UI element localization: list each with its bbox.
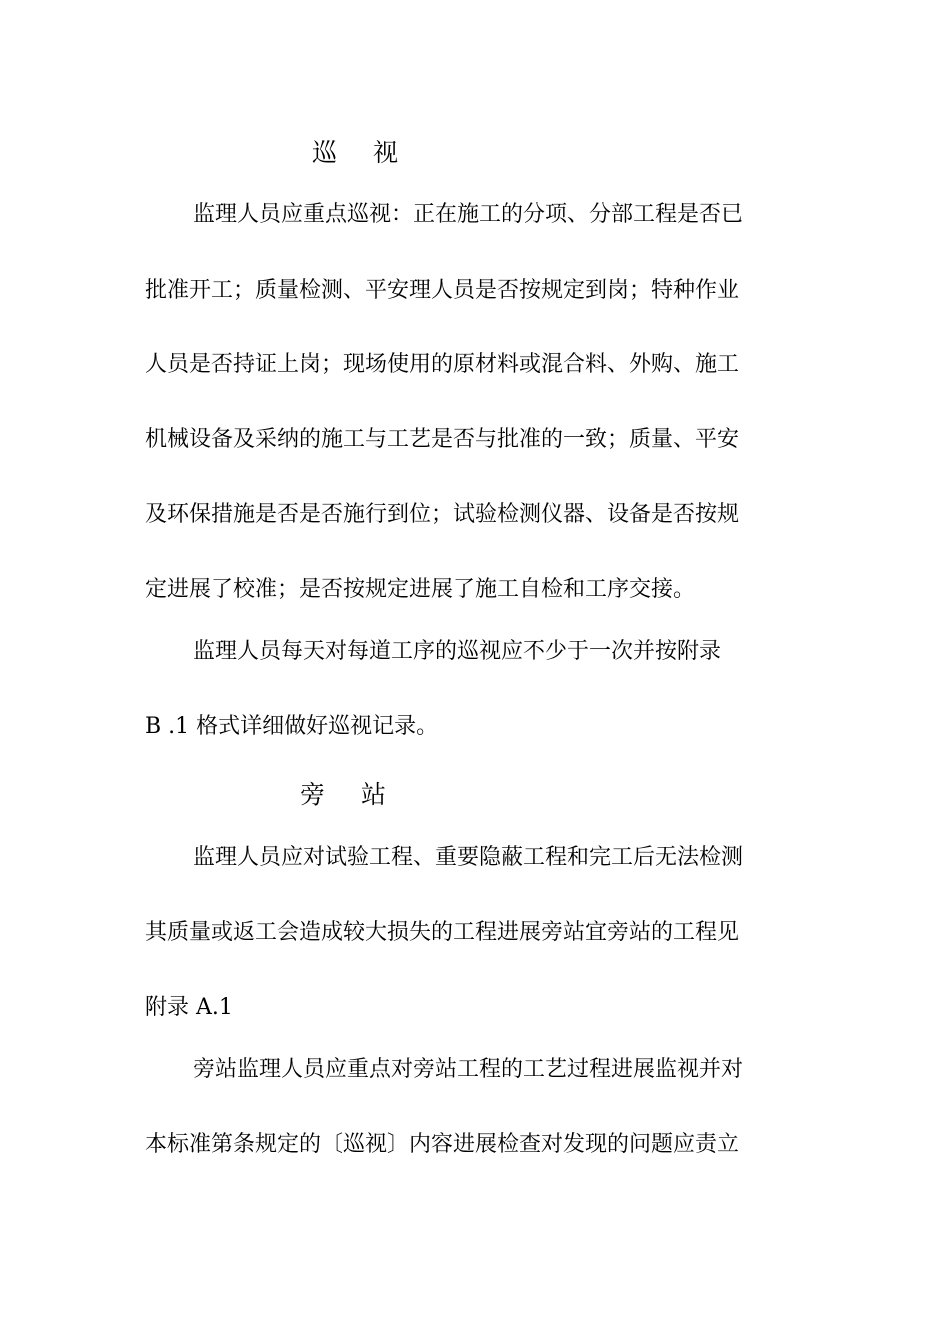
paragraph-line: 其质量或返工会造成较大损失的工程进展旁站宜旁站的工程见 xyxy=(145,920,740,945)
section-heading-supervision: 旁 站 xyxy=(300,780,400,809)
paragraph-line: 定进展了校准；是否按规定进展了施工自检和工序交接。 xyxy=(145,577,696,602)
paragraph-line: 旁站监理人员应重点对旁站工程的工艺过程进展监视并对 xyxy=(193,1057,744,1082)
paragraph-line: 机械设备及采纳的施工与工艺是否与批准的一致；质量、平安 xyxy=(145,427,740,452)
paragraph-line: 人员是否持证上岗；现场使用的原材料或混合料、外购、施工 xyxy=(145,352,740,377)
paragraph-line: 批准开工；质量检测、平安理人员是否按规定到岗；特种作业 xyxy=(145,278,740,303)
paragraph-line: 及环保措施是否是否施行到位；试验检测仪器、设备是否按规 xyxy=(145,502,740,527)
paragraph-line: 监理人员应重点巡视：正在施工的分项、分部工程是否已 xyxy=(193,202,744,227)
section-heading-patrol: 巡 视 xyxy=(312,138,412,167)
paragraph-line: 本标准第条规定的〔巡视〕内容进展检查对发现的问题应责立 xyxy=(145,1132,740,1157)
paragraph-line: B .1 格式详细做好巡视记录。 xyxy=(145,714,439,739)
paragraph-line: 监理人员应对试验工程、重要隐蔽工程和完工后无法检测 xyxy=(193,845,744,870)
paragraph-line: 附录 A.1 xyxy=(145,995,233,1020)
paragraph-line: 监理人员每天对每道工序的巡视应不少于一次并按附录 xyxy=(193,639,722,664)
